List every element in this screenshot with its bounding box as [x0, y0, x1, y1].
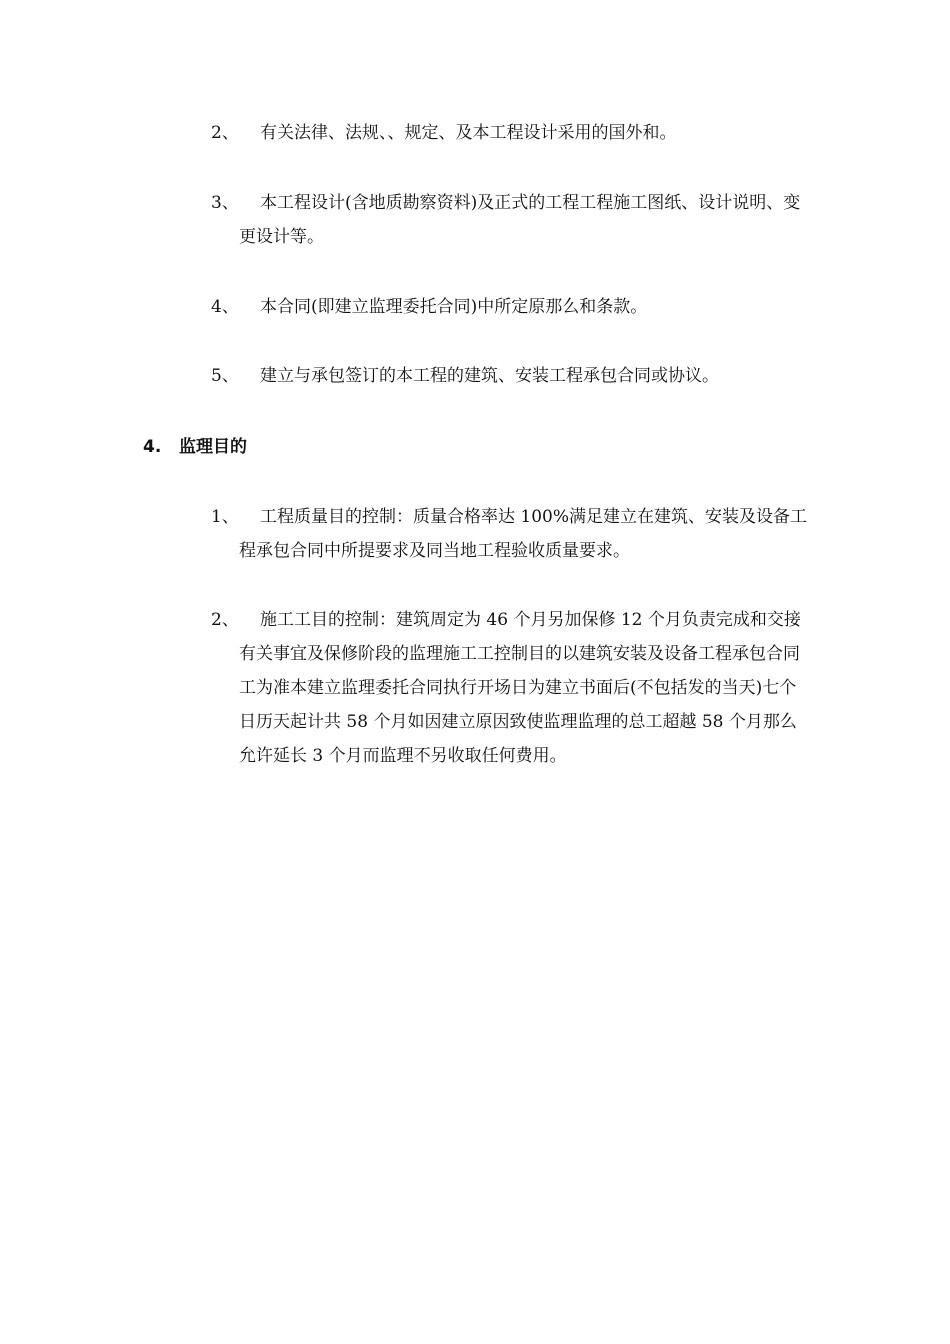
list-item-number: 4、 [211, 297, 239, 317]
list-item-basis-4 [211, 290, 811, 324]
list-item-text: 工程质量目的控制：质量合格率达 100%满足建立在建筑、安装及设备工程承包合同中所提要求及同当地工程验收质量要求。 [239, 507, 808, 561]
list-item-number: 2、 [211, 123, 239, 143]
section-heading [143, 430, 247, 464]
list-item-number: 5、 [211, 366, 239, 386]
list-item-number: 1、 [211, 507, 239, 527]
list-item-basis-2 [211, 116, 811, 150]
list-item-text: 施工工目的控制：建筑周定为 46 个月另加保修 12 个月负责完成和交接有关事宜及保修阶段的监理施工工控制目的以建筑安装及设备工程承包合同工为准本建立监理委托合同执行开场日为建立书面后(不包括发的当天)七个日历天起计共 58 个月如因建立原因致使监理监理的总工超越 58 个月那么允许延长 3 个月而监理不另收取任何费用。 [239, 610, 801, 766]
list-item-goal-2 [211, 603, 811, 773]
list-item-goal-1 [211, 500, 811, 568]
list-item-text: 有关法律、法规、、规定、及本工程设计采用的国外和。 [260, 123, 677, 143]
list-item-basis-5 [211, 359, 811, 393]
list-item-basis-3 [211, 186, 811, 254]
list-item-number: 3、 [211, 193, 239, 213]
list-item-number: 2、 [211, 610, 239, 630]
list-item-text: 建立与承包签订的本工程的建筑、安装工程承包合同或协议。 [260, 366, 719, 386]
section-number: 4. [143, 437, 162, 457]
section-title: 监理目的 [179, 437, 247, 457]
list-item-text: 本工程设计(含地质勘察资料)及正式的工程工程施工图纸、设计说明、变更设计等。 [239, 193, 801, 247]
list-item-text: 本合同(即建立监理委托合同)中所定原那么和条款。 [260, 297, 648, 317]
